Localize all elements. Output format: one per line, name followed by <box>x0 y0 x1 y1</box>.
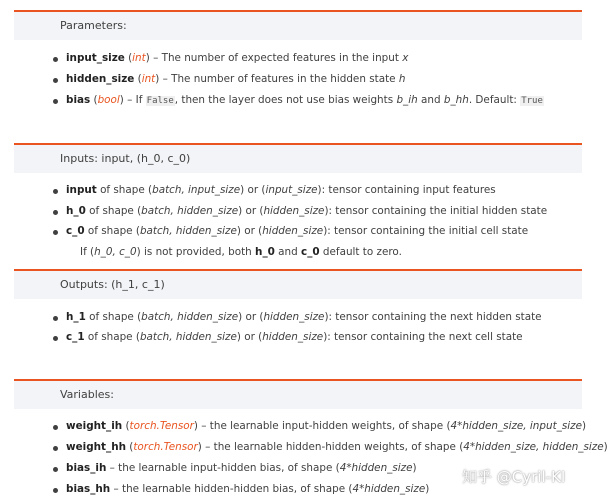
output-h1: h_1 of shape (batch, hidden_size) or (hidden_size): tensor containing the next hidden state <box>66 311 542 323</box>
var-weight-ih: weight_ih (torch.Tensor) – the learnable input-hidden weights, of shape (4*hidden_size, input_size) <box>66 420 587 432</box>
code-false: False <box>146 96 174 106</box>
zhihu-watermark: 知乎 @Cyril-KI <box>462 468 566 486</box>
input-h0: h_0 of shape (batch, hidden_size) or (hidden_size): tensor containing the initial hidden state <box>66 205 548 217</box>
inputs-section <box>14 143 582 173</box>
param-hidden-size: hidden_size (int) – The number of features in the hidden state h <box>66 73 406 85</box>
input-c0: c_0 of shape (batch, hidden_size) or (hidden_size): tensor containing the initial cell state <box>66 225 529 237</box>
code-true: True <box>521 96 543 106</box>
var-bias-ih: bias_ih – the learnable input-hidden bias, of shape (4*hidden_size) <box>66 462 417 474</box>
parameters-section <box>14 10 582 40</box>
param-bias: bias (bool) – If False, then the layer does not use bias weights b_ih and b_hh. Default: True <box>66 94 543 106</box>
variables-section <box>14 379 582 409</box>
var-weight-hh: weight_hh (torch.Tensor) – the learnable hidden-hidden weights, of shape (4*hidden_size, hidden_size) <box>66 441 608 453</box>
input-input: input of shape (batch, input_size) or (input_size): tensor containing input features <box>66 184 496 196</box>
outputs-header: Outputs: (h_1, c_1) <box>14 269 582 299</box>
parameters-header: Parameters: <box>14 10 582 40</box>
variables-header: Variables: <box>14 379 582 409</box>
outputs-section <box>14 269 582 299</box>
inputs-note: If (h_0, c_0) is not provided, both h_0 and c_0 default to zero. <box>80 246 402 258</box>
inputs-header: Inputs: input, (h_0, c_0) <box>14 143 582 173</box>
param-input-size: input_size (int) – The number of expected features in the input x <box>66 52 409 64</box>
var-bias-hh: bias_hh – the learnable hidden-hidden bias, of shape (4*hidden_size) <box>66 483 430 495</box>
output-c1: c_1 of shape (batch, hidden_size) or (hidden_size): tensor containing the next cell state <box>66 331 523 343</box>
